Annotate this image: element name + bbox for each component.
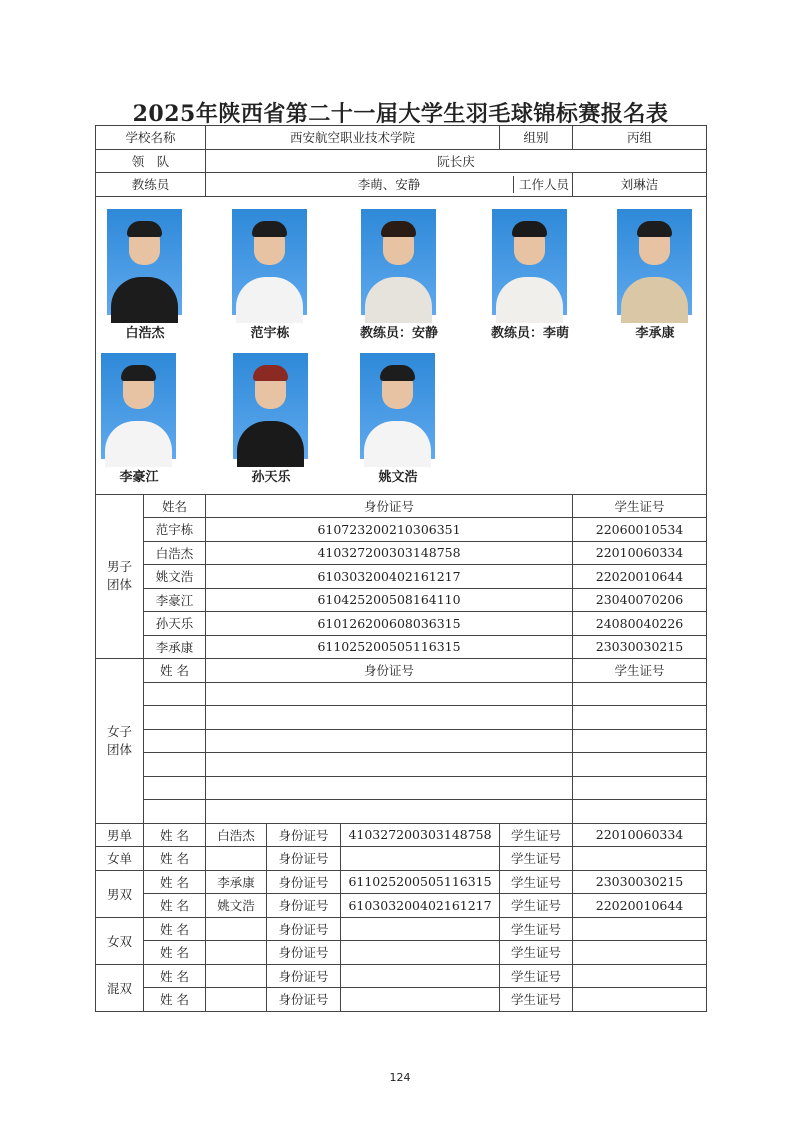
portrait-image (617, 209, 692, 315)
id-label: 身份证号 (267, 870, 341, 894)
women-team-sid (573, 729, 707, 753)
men-team-id-header: 身份证号 (206, 494, 573, 518)
men-team-name: 李承康 (144, 635, 206, 659)
leader-value: 阮长庆 (206, 149, 707, 173)
photo-caption: 教练员：安静 (359, 326, 438, 341)
staff-label: 工作人员 (513, 176, 574, 193)
men-team-name: 范宇栋 (144, 518, 206, 542)
player-sid: 23030030215 (573, 870, 707, 894)
sid-label: 学生证号 (500, 988, 573, 1012)
men-team-name: 孙天乐 (144, 612, 206, 636)
player-id: 610303200402161217 (341, 894, 500, 918)
member-photo (101, 353, 176, 485)
men-team-row (96, 541, 707, 565)
player-id (341, 847, 500, 871)
men-team-sid: 22020010644 (573, 565, 707, 589)
women-team-row (96, 800, 707, 824)
men-team-sid: 24080040226 (573, 612, 707, 636)
team-photos (95, 193, 704, 491)
event-label: 女双 (96, 917, 144, 964)
leader-label: 领 队 (96, 149, 206, 173)
women-team-sid (573, 776, 707, 800)
sid-label: 学生证号 (500, 964, 573, 988)
player-name: 姚文浩 (206, 894, 267, 918)
player-sid (573, 964, 707, 988)
women-team-id (206, 682, 573, 706)
women-team-id-header: 身份证号 (206, 659, 573, 683)
portrait-shirt (621, 277, 688, 323)
portrait-shirt (496, 277, 563, 323)
name-label: 姓 名 (144, 941, 206, 965)
women-team-sid (573, 800, 707, 824)
coach-value: 李萌、安静 (206, 173, 573, 197)
member-photo (492, 209, 567, 341)
player-id (341, 941, 500, 965)
women-team-row (96, 776, 707, 800)
portrait-image (232, 209, 307, 315)
member-photo (107, 209, 182, 341)
sid-label: 学生证号 (500, 847, 573, 871)
photo-caption: 孙天乐 (251, 470, 291, 485)
portrait-shirt (237, 421, 304, 467)
event-row-mixed-doubles (96, 988, 707, 1012)
women-team-row (96, 729, 707, 753)
women-team-id (206, 706, 573, 730)
name-label: 姓 名 (144, 917, 206, 941)
portrait-hair (252, 221, 287, 237)
event-label: 男双 (96, 870, 144, 917)
player-name: 李承康 (206, 870, 267, 894)
men-team-id: 610303200402161217 (206, 565, 573, 589)
sid-label: 学生证号 (500, 941, 573, 965)
player-sid: 22010060334 (573, 823, 707, 847)
player-name (206, 988, 267, 1012)
member-photo (232, 209, 307, 341)
portrait-shirt (111, 277, 178, 323)
men-team-id: 611025200505116315 (206, 635, 573, 659)
men-team-label: 男子 团体 (96, 494, 144, 659)
id-label: 身份证号 (267, 894, 341, 918)
women-team-name (144, 729, 206, 753)
school-label: 学校名称 (96, 126, 206, 150)
men-team-sid: 22060010534 (573, 518, 707, 542)
member-photo (233, 353, 308, 485)
player-sid (573, 847, 707, 871)
women-team-row (96, 753, 707, 777)
player-name (206, 847, 267, 871)
member-photo (617, 209, 692, 341)
member-photo (360, 353, 435, 485)
portrait-hair (381, 221, 416, 237)
women-team-sid (573, 706, 707, 730)
name-label: 姓 名 (144, 964, 206, 988)
men-team-name-header: 姓名 (144, 494, 206, 518)
name-label: 姓 名 (144, 823, 206, 847)
men-team-row (96, 565, 707, 589)
player-name (206, 917, 267, 941)
name-label: 姓 名 (144, 894, 206, 918)
portrait-image (107, 209, 182, 315)
women-team-name (144, 800, 206, 824)
men-team-row (96, 635, 707, 659)
coach-label: 教练员 (96, 173, 206, 197)
id-label: 身份证号 (267, 964, 341, 988)
men-team-row (96, 612, 707, 636)
page-number: 124 (389, 1071, 411, 1084)
sid-label: 学生证号 (500, 870, 573, 894)
name-label: 姓 名 (144, 988, 206, 1012)
portrait-shirt (236, 277, 303, 323)
player-id: 611025200505116315 (341, 870, 500, 894)
player-id (341, 964, 500, 988)
event-row-womens-singles (96, 847, 707, 871)
men-team-id: 610723200210306351 (206, 518, 573, 542)
name-label: 姓 名 (144, 870, 206, 894)
men-team-id: 410327200303148758 (206, 541, 573, 565)
event-label: 混双 (96, 964, 144, 1011)
photo-caption: 李承康 (635, 326, 675, 341)
men-team-name: 姚文浩 (144, 565, 206, 589)
men-team-name: 李豪江 (144, 588, 206, 612)
id-label: 身份证号 (267, 823, 341, 847)
women-team-row (96, 706, 707, 730)
event-label: 女单 (96, 847, 144, 871)
portrait-hair (127, 221, 162, 237)
player-sid: 22020010644 (573, 894, 707, 918)
portrait-hair (637, 221, 672, 237)
photo-caption: 教练员：李萌 (490, 326, 569, 341)
group-value: 丙组 (573, 126, 707, 150)
women-team-label: 女子 团体 (96, 659, 144, 824)
player-name (206, 941, 267, 965)
portrait-image (360, 353, 435, 459)
women-team-name (144, 776, 206, 800)
sid-label: 学生证号 (500, 823, 573, 847)
id-label: 身份证号 (267, 988, 341, 1012)
women-team-name-header: 姓 名 (144, 659, 206, 683)
name-label: 姓 名 (144, 847, 206, 871)
player-name (206, 964, 267, 988)
portrait-hair (253, 365, 288, 381)
men-team-sid: 23030030215 (573, 635, 707, 659)
women-team-id (206, 729, 573, 753)
photo-caption: 李豪江 (119, 470, 159, 485)
portrait-image (492, 209, 567, 315)
event-row-womens-doubles (96, 917, 707, 941)
sid-label: 学生证号 (500, 894, 573, 918)
event-row-mens-doubles (96, 870, 707, 894)
player-name: 白浩杰 (206, 823, 267, 847)
player-sid (573, 917, 707, 941)
women-team-name (144, 753, 206, 777)
men-team-sid-header: 学生证号 (573, 494, 707, 518)
group-label: 组别 (500, 126, 573, 150)
portrait-shirt (365, 277, 432, 323)
page-title: 2025年陕西省第二十一届大学生羽毛球锦标赛报名表 (132, 101, 669, 127)
portrait-shirt (364, 421, 431, 467)
women-team-row (96, 682, 707, 706)
men-team-row (96, 518, 707, 542)
women-team-id (206, 753, 573, 777)
women-team-id (206, 776, 573, 800)
photo-caption: 白浩杰 (125, 326, 165, 341)
men-team-name: 白浩杰 (144, 541, 206, 565)
id-label: 身份证号 (267, 847, 341, 871)
portrait-image (233, 353, 308, 459)
player-id (341, 988, 500, 1012)
sid-label: 学生证号 (500, 917, 573, 941)
men-team-id: 610126200608036315 (206, 612, 573, 636)
men-team-id: 610425200508164110 (206, 588, 573, 612)
women-team-id (206, 800, 573, 824)
portrait-shirt (105, 421, 172, 467)
id-label: 身份证号 (267, 917, 341, 941)
player-id: 410327200303148758 (341, 823, 500, 847)
women-team-sid (573, 753, 707, 777)
player-sid (573, 941, 707, 965)
event-label: 男单 (96, 823, 144, 847)
women-team-name (144, 706, 206, 730)
portrait-image (101, 353, 176, 459)
event-row-mens-doubles (96, 894, 707, 918)
id-label: 身份证号 (267, 941, 341, 965)
photo-caption: 姚文浩 (378, 470, 418, 485)
women-team-name (144, 682, 206, 706)
portrait-hair (512, 221, 547, 237)
photo-caption: 范宇栋 (250, 326, 290, 341)
event-row-womens-doubles (96, 941, 707, 965)
school-value: 西安航空职业技术学院 (206, 126, 500, 150)
women-team-sid (573, 682, 707, 706)
portrait-hair (121, 365, 156, 381)
player-id (341, 917, 500, 941)
staff-value: 刘琳洁 (620, 177, 659, 193)
men-team-sid: 22010060334 (573, 541, 707, 565)
player-sid (573, 988, 707, 1012)
men-team-row (96, 588, 707, 612)
member-photo (361, 209, 436, 341)
portrait-hair (380, 365, 415, 381)
portrait-image (361, 209, 436, 315)
event-row-mixed-doubles (96, 964, 707, 988)
women-team-sid-header: 学生证号 (573, 659, 707, 683)
men-team-sid: 23040070206 (573, 588, 707, 612)
event-row-mens-singles (96, 823, 707, 847)
